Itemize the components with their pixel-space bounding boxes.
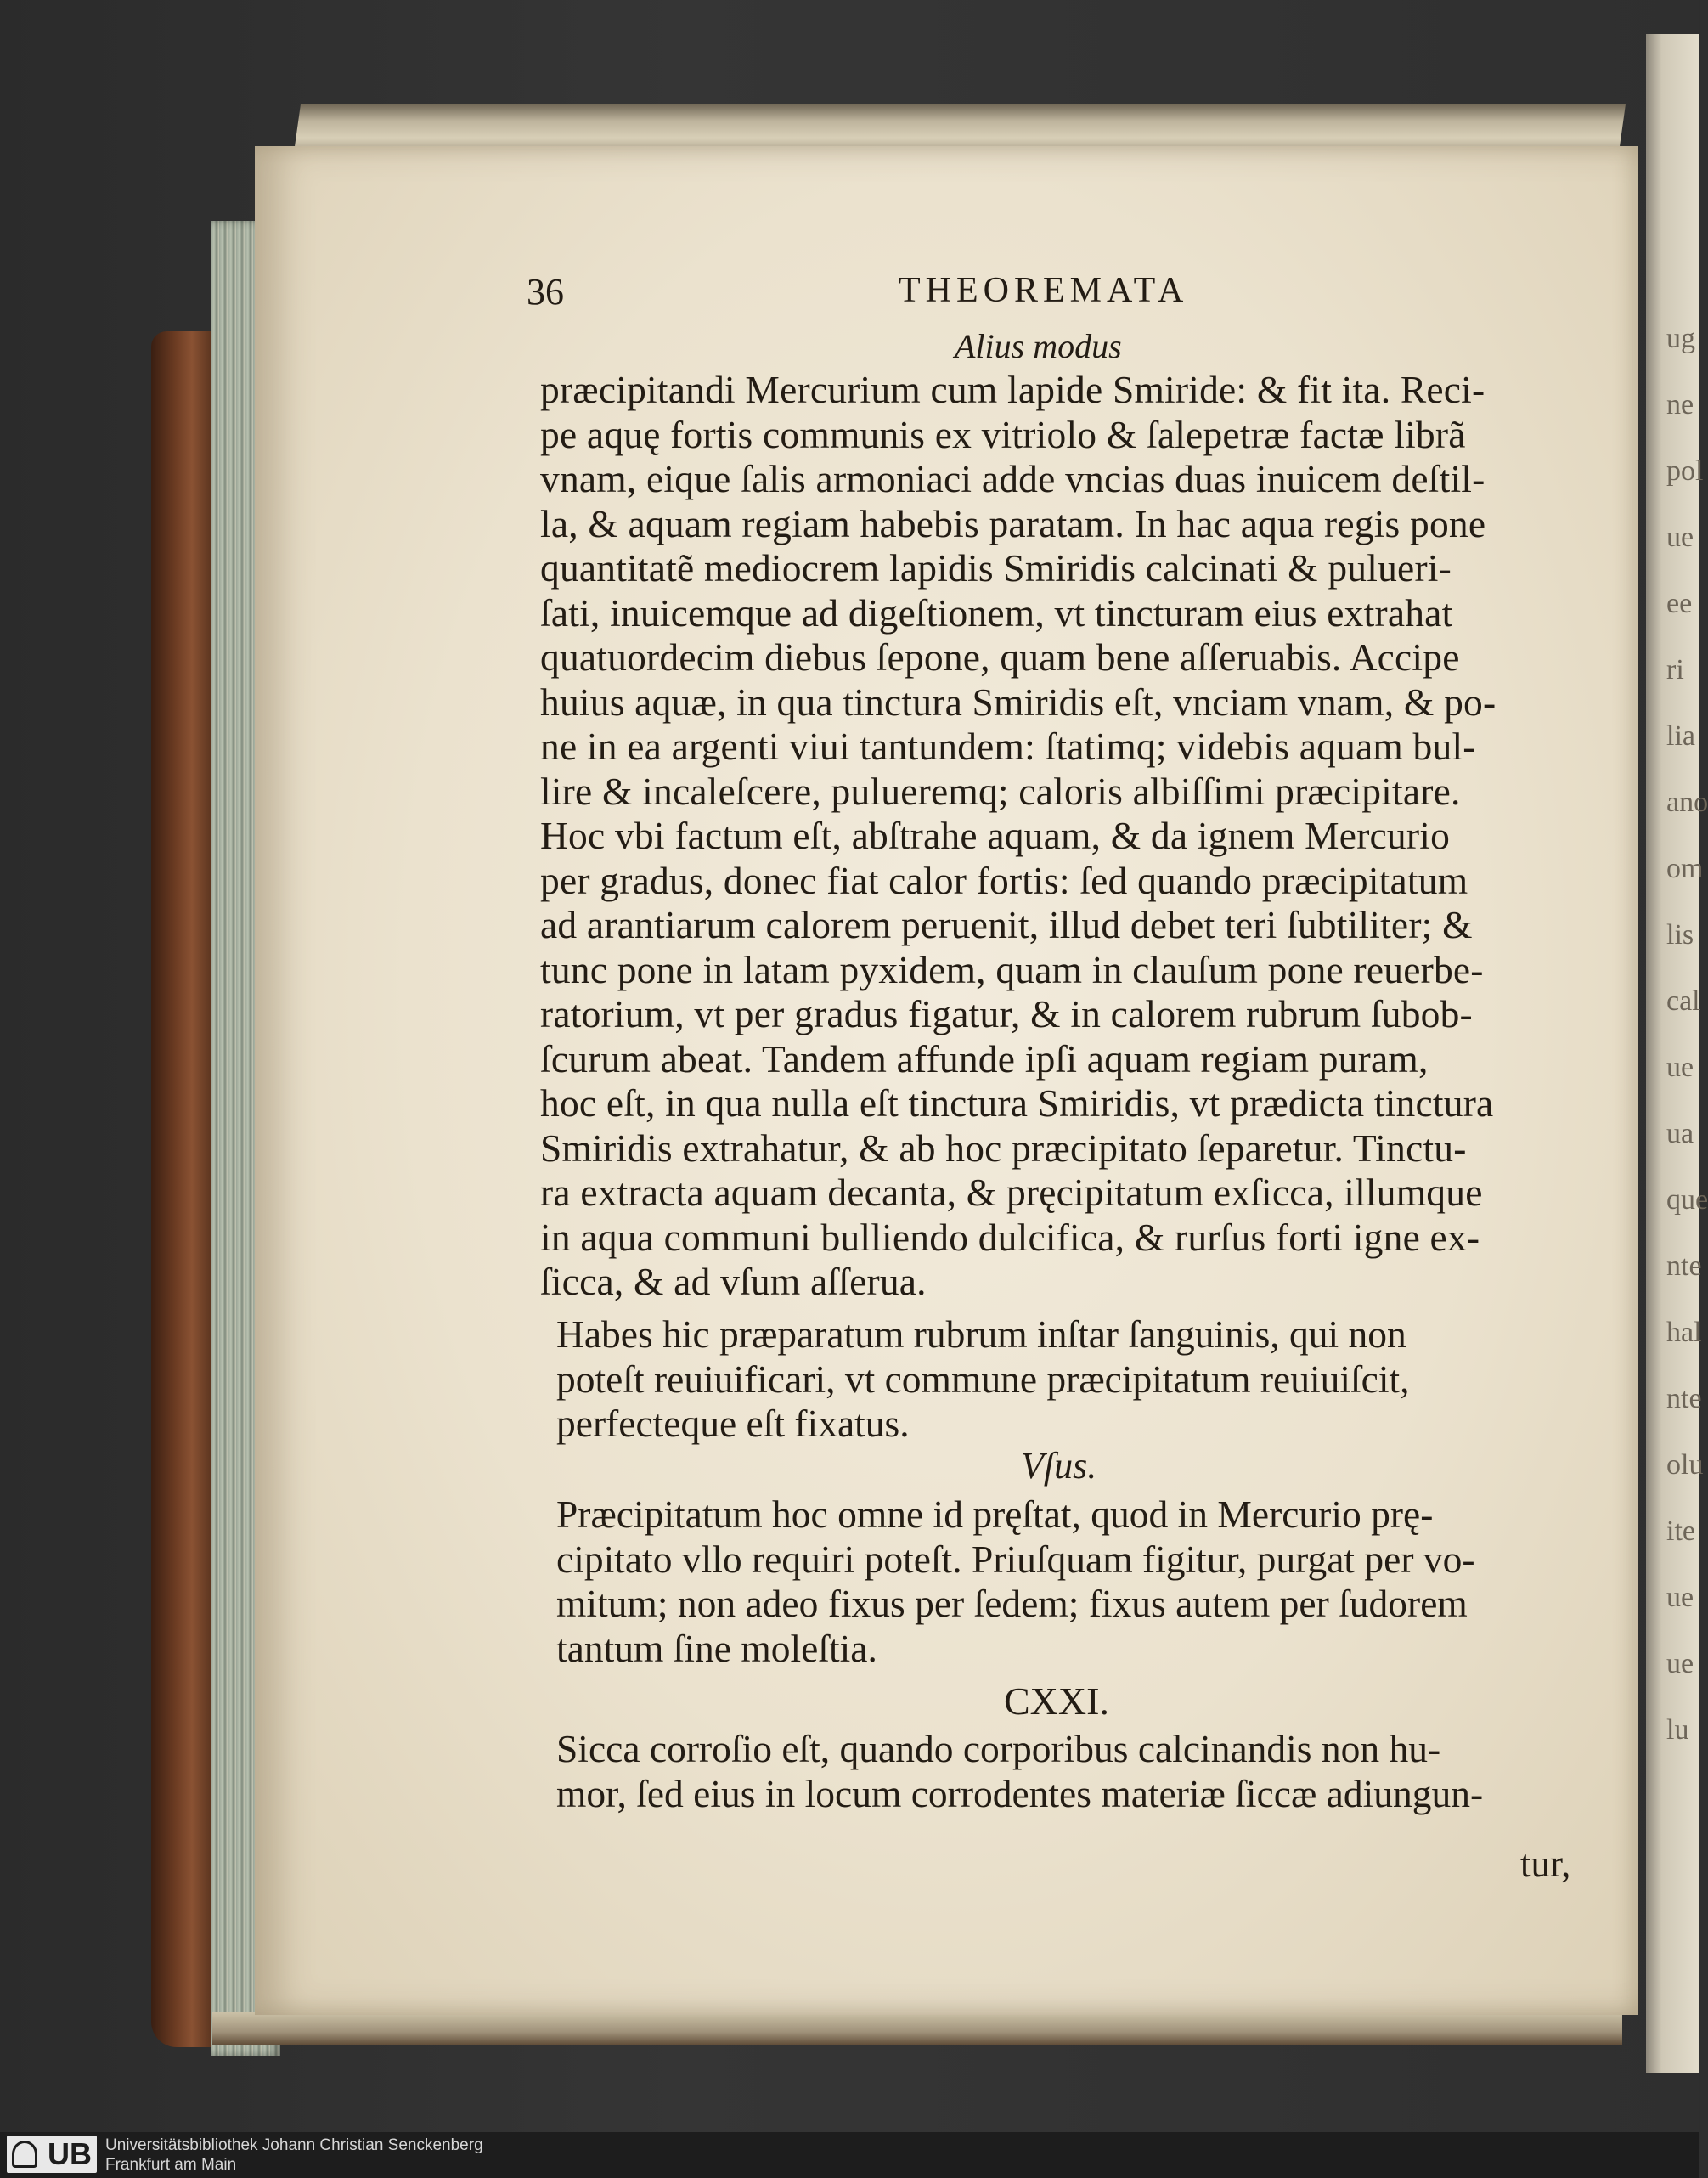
text-line: quatuordecim diebus ſepone, quam bene aſſeruabis. Accipe [540, 635, 1460, 679]
text-line: ratorium, vt per gradus figatur, & in calorem rubrum ſubob- [540, 992, 1473, 1035]
text-line: cipitato vllo requiri poteſt. Priuſquam figitur, purgat per vo- [556, 1537, 1475, 1581]
theorem-number: CXXI. [1004, 1679, 1109, 1723]
text-line: Habes hic præparatum rubrum inſtar ſanguinis, qui non [556, 1312, 1406, 1356]
text-line: ſati, inuicemque ad digeſtionem, vt tincturam eius extrahat [540, 590, 1453, 635]
text-line: Sicca corroſio eſt, quando corporibus calcinandis non hu- [556, 1727, 1441, 1770]
adjacent-page-fragment: lia [1666, 720, 1695, 752]
text-line: Smiridis extrahatur, & ab hoc præcipitato ſeparetur. Tinctu- [540, 1126, 1467, 1170]
text-line: Hoc vbi factum eſt, abſtrahe aquam, & da ignem Mercurio [540, 814, 1451, 857]
adjacent-page-fragment: hal [1666, 1317, 1702, 1348]
book-cover-edge [151, 331, 219, 2047]
text-line: mitum; non adeo fixus per ſedem; fixus autem per ſudorem [556, 1582, 1468, 1625]
ub-logo-mark-icon [12, 2141, 37, 2168]
section-heading: Alius modus [955, 327, 1122, 365]
text-line: la, & aquam regiam habebis paratam. In hac aqua regis pone [540, 501, 1486, 545]
adjacent-page-fragment: ug [1666, 323, 1695, 354]
text-line: per gradus, donec fiat calor fortis: ſed quando præcipitatum [540, 858, 1468, 902]
adjacent-page-fragment: lis [1666, 919, 1694, 951]
ub-logo: UB [7, 2136, 97, 2173]
adjacent-page-fragment: olu [1666, 1449, 1704, 1481]
adjacent-page-fragment: ue [1666, 1052, 1694, 1083]
running-head: THEOREMATA [899, 271, 1189, 310]
text-line: vnam, eique ſalis armoniaci adde vncias duas inuicem deſtil- [540, 457, 1485, 500]
adjacent-page-fragment: que [1666, 1184, 1708, 1216]
text-line: quantitatẽ mediocrem lapidis Smiridis calcinati & pulueri- [540, 546, 1452, 590]
text-line: præcipitandi Mercurium cum lapide Smiride: & fit ita. Reci- [540, 368, 1485, 411]
adjacent-page-fragment: ue [1666, 1648, 1694, 1679]
adjacent-page-fragment: nte [1666, 1250, 1702, 1282]
text-line: lire & incaleſcere, pulueremq; caloris albiſſimi præcipitare. [540, 769, 1461, 813]
text-line: huius aquæ, in qua tinctura Smiridis eſt, vnciam vnam, & po- [540, 680, 1497, 724]
text-line: ſcurum abeat. Tandem affunde ipſi aquam regiam puram, [540, 1036, 1429, 1081]
text-line: Præcipitatum hoc omne id pręſtat, quod in Mercurio prę- [556, 1492, 1434, 1536]
adjacent-page-fragment: lu [1666, 1714, 1689, 1746]
adjacent-page-fragment: ue [1666, 1582, 1694, 1613]
text-line: in aqua communi bulliendo dulcifica, & rurſus forti igne ex- [540, 1215, 1480, 1259]
text-line: ne in ea argenti viui tantundem: ſtatimq; videbis aquam bul- [540, 725, 1476, 768]
text-line: ſicca, & ad vſum aſſerua. [540, 1260, 927, 1303]
adjacent-page-fragment: nte [1666, 1383, 1702, 1414]
adjacent-page-fragment: pol [1666, 455, 1704, 487]
text-line: perfecteque eſt fixatus. [556, 1402, 910, 1445]
text-line: hoc eſt, in qua nulla eſt tinctura Smiridis, vt prædicta tinctura [540, 1081, 1494, 1125]
page-number: 36 [527, 271, 564, 313]
text-line: tantum ſine moleſtia. [556, 1626, 877, 1670]
text-line: mor, ſed eius in locum corrodentes materiæ ſiccæ adiungun- [556, 1771, 1484, 1815]
usus-heading: Vſus. [1021, 1445, 1097, 1487]
adjacent-page-fragment: ano [1666, 787, 1708, 818]
adjacent-page-fragment: ri [1666, 654, 1684, 686]
text-line: pe aquę fortis communis ex vitriolo & ſalepetræ factæ librã [540, 412, 1466, 456]
text-line: tunc pone in latam pyxidem, quam in clauſum pone reuerbe- [540, 947, 1484, 991]
footer-institution-name: Universitätsbibliothek Johann Christian Senckenberg [105, 2136, 483, 2154]
adjacent-page-fragment: ee [1666, 588, 1693, 619]
footer-city: Frankfurt am Main [105, 2156, 237, 2174]
adjacent-page-fragment: ua [1666, 1118, 1694, 1149]
adjacent-page-fragment: om [1666, 853, 1704, 884]
adjacent-page-fragment: cal [1666, 985, 1700, 1017]
adjacent-page-fragment: ite [1666, 1515, 1695, 1547]
text-line: ra extracta aquam decanta, & pręcipitatum exſicca, illumque [540, 1171, 1483, 1214]
catchword: tur, [1520, 1842, 1571, 1885]
adjacent-page-fragment: ne [1666, 389, 1694, 420]
book-bottom-edge [212, 2012, 1622, 2045]
text-line: ad arantiarum calorem peruenit, illud debet teri ſubtiliter; & [540, 903, 1473, 946]
text-line: poteſt reuiuificari, vt commune præcipitatum reuiuiſcit, [556, 1357, 1410, 1401]
adjacent-page-fragment: ue [1666, 522, 1694, 553]
